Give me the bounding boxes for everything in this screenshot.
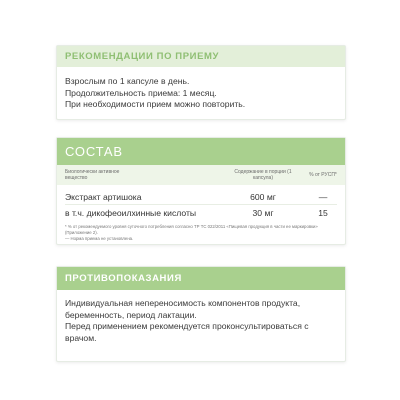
header-substance: Биологически активное вещество <box>65 169 120 181</box>
composition-notes <box>65 224 337 243</box>
composition-card <box>56 137 346 245</box>
row-percent: — <box>318 192 328 202</box>
recommendations-line: Продолжительность приема: 1 месяц. <box>65 87 217 98</box>
contraindications-title: ПРОТИВОПОКАЗАНИЯ <box>57 267 345 290</box>
row-name: Экстракт артишока <box>65 192 142 202</box>
recommendations-title: РЕКОМЕНДАЦИИ ПО ПРИЕМУ <box>57 46 345 67</box>
contraindications-line: Индивидуальная непереносимость компонентов продукта, <box>65 298 301 308</box>
contraindications-body <box>57 290 345 344</box>
table-row <box>57 190 345 204</box>
contraindications-line: беременность, период лактации. <box>65 309 197 320</box>
header-content: Содержание в порции (1 капсула) <box>234 169 292 181</box>
row-amount: 30 мг <box>252 208 274 218</box>
row-amount: 600 мг <box>250 192 276 202</box>
recommendations-card <box>56 45 346 120</box>
contraindications-line: врачом. <box>65 332 97 343</box>
header-percent: % от РУСП* <box>309 172 337 178</box>
table-row <box>57 206 345 220</box>
row-divider <box>65 204 337 205</box>
contraindications-line: Перед применением рекомендуется проконсультироваться с <box>65 321 309 331</box>
composition-title: СОСТАВ <box>57 138 345 165</box>
footnote: * % от рекомендуемого уровня суточного потребления согласно ТР ТС 022/2011 «Пищевая продукция в части ее маркировки» (Приложение 2). <box>65 224 318 236</box>
recommendations-line: При необходимости прием можно повторить. <box>65 99 246 109</box>
recommendations-body <box>57 67 345 111</box>
row-percent: 15 <box>318 208 328 218</box>
composition-table-header <box>57 165 345 185</box>
row-name: в т.ч. дикофеоилхинные кислоты <box>65 208 197 218</box>
recommendations-line: Взрослым по 1 капсуле в день. <box>65 76 190 86</box>
contraindications-card <box>56 266 346 362</box>
footnote: — Норма приема не установлена. <box>65 236 134 242</box>
